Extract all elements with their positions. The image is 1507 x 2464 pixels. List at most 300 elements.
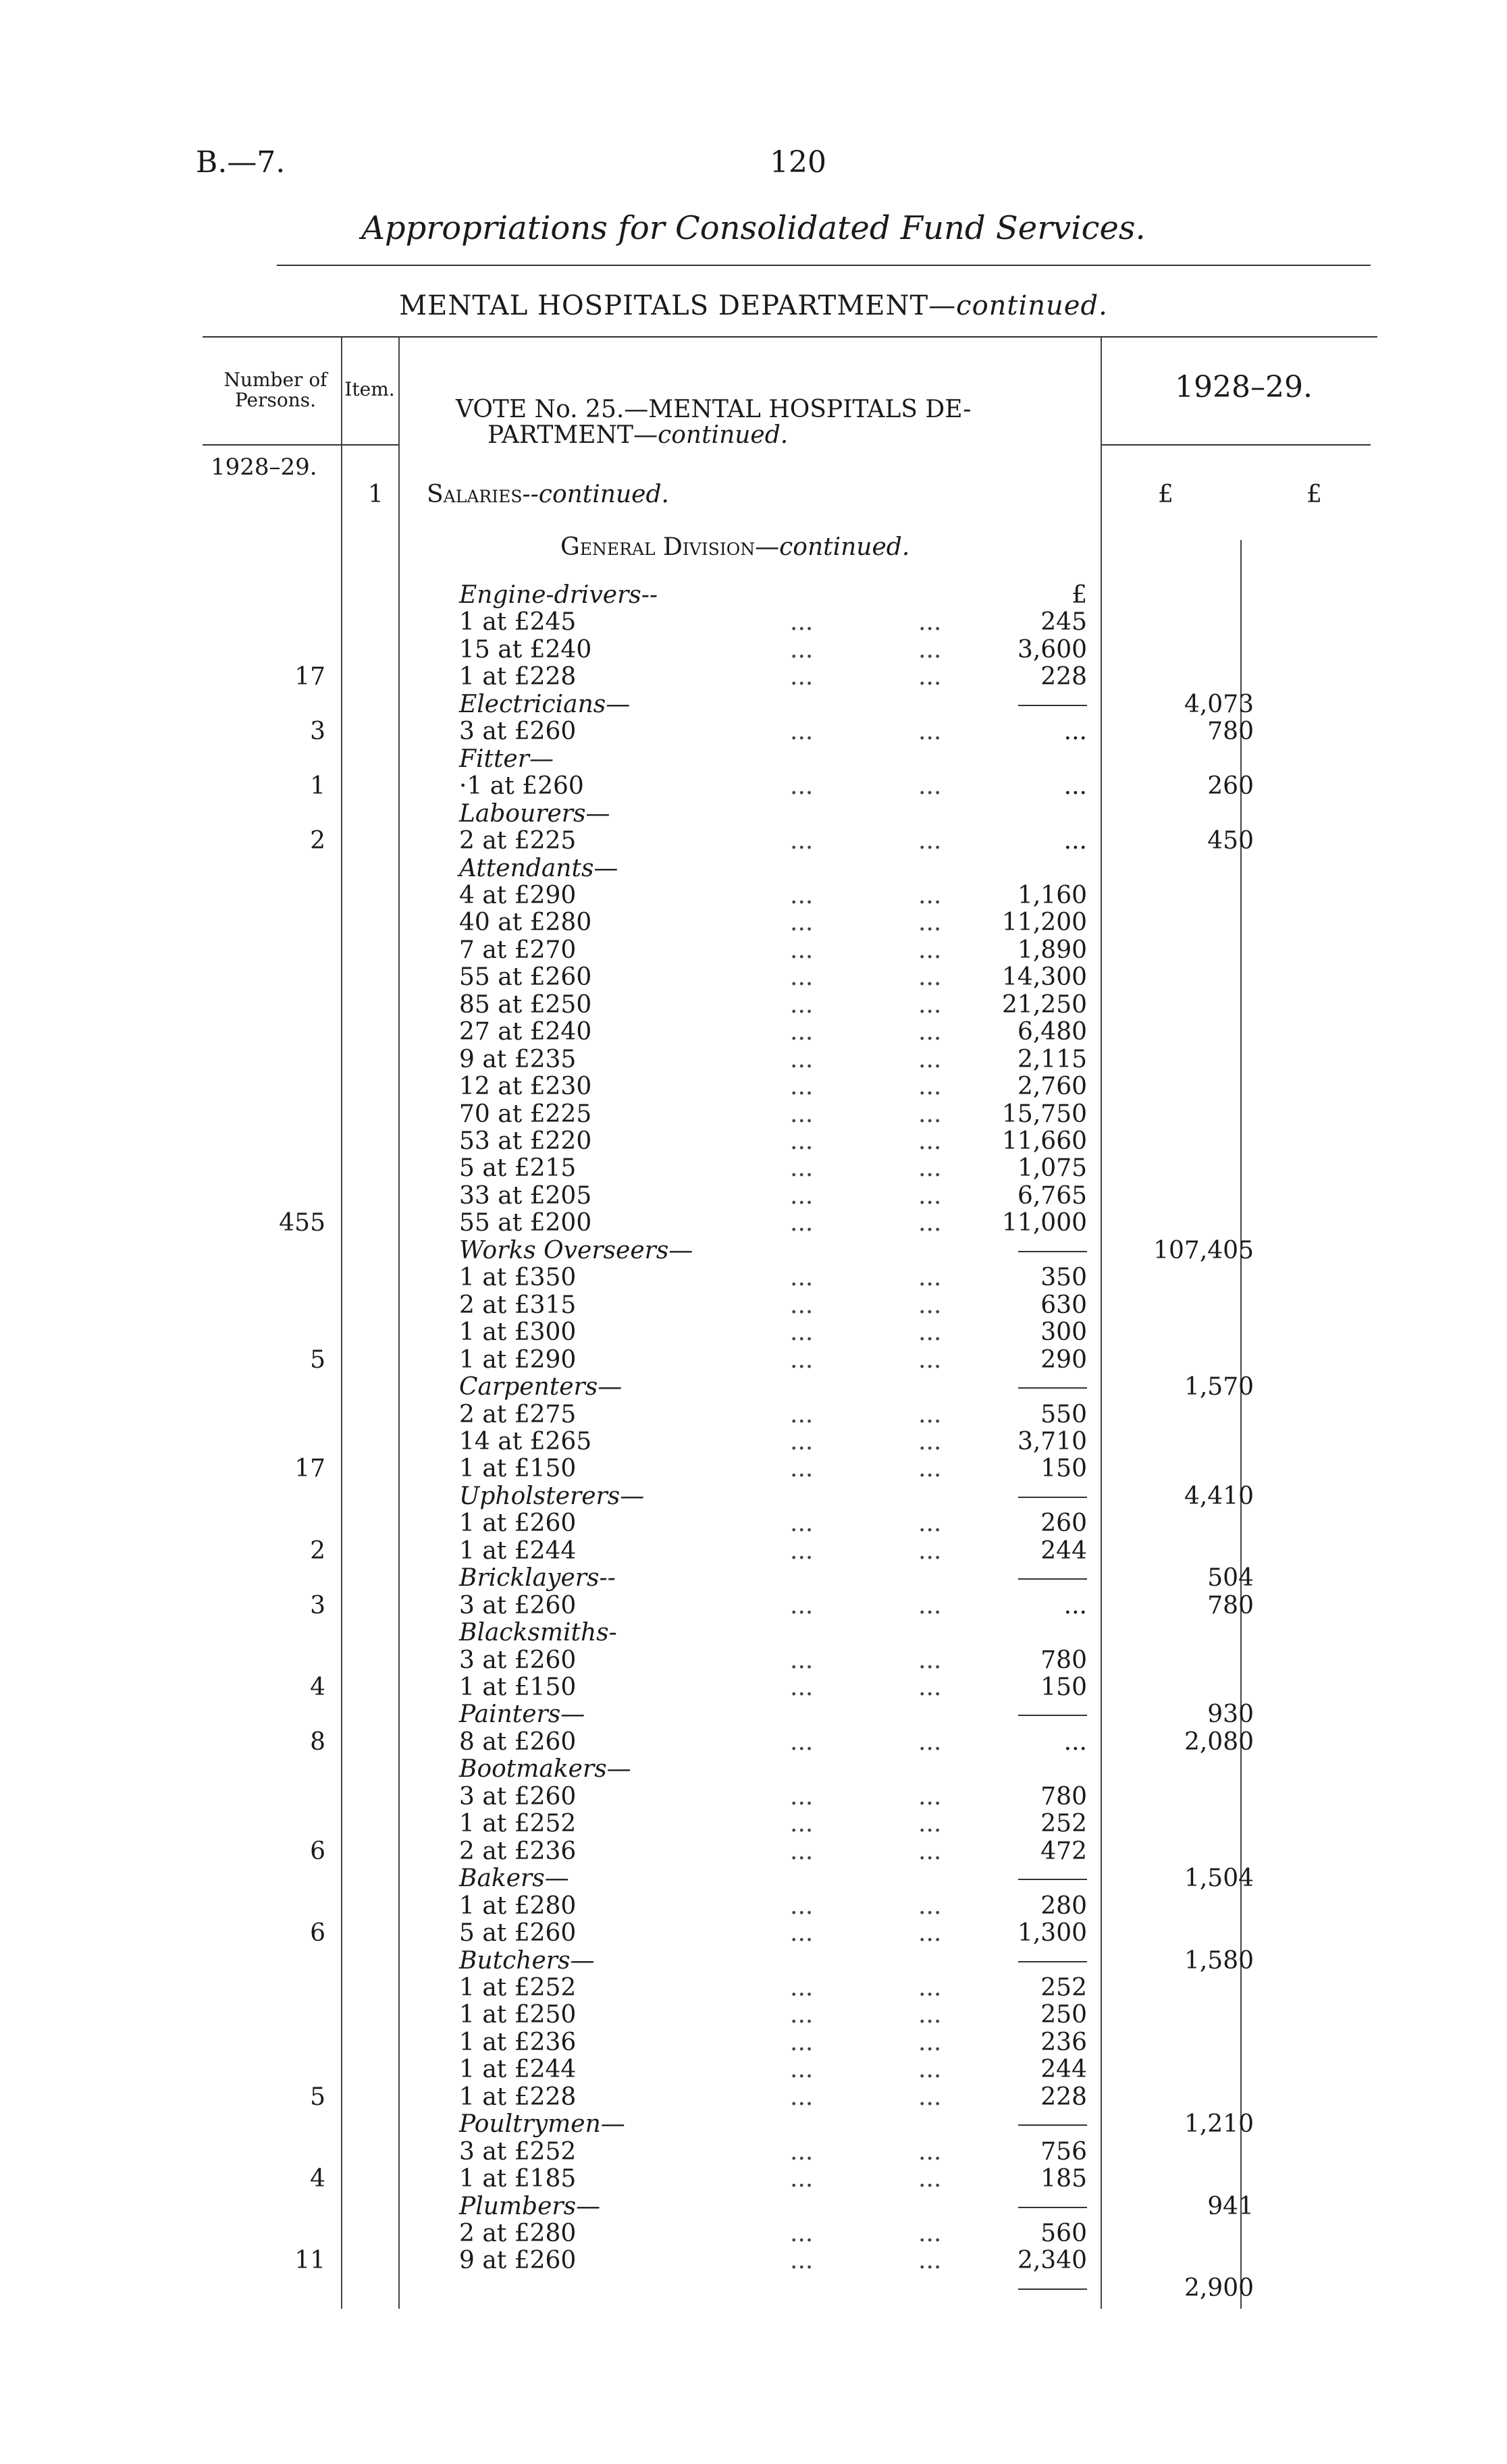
leader-dots: ... <box>918 1400 942 1428</box>
row-label: 3 at £260 <box>459 1646 577 1674</box>
row-amount: 21,250 <box>1002 990 1087 1019</box>
leader-dots: ... <box>918 1837 942 1865</box>
leader-dots: ... <box>918 1782 942 1811</box>
leader-dots: ... <box>918 1536 942 1565</box>
leader-dots: ... <box>790 1291 814 1319</box>
row-total: 780 <box>1207 1591 1254 1619</box>
row-label: 1 at £228 <box>459 663 577 691</box>
salary-row <box>0 882 1507 909</box>
row-label: 5 at £260 <box>459 1919 577 1948</box>
salary-row <box>0 1784 1507 1811</box>
number-of-persons: 17 <box>294 663 325 691</box>
number-of-persons: 1 <box>310 772 325 801</box>
leader-dots: ... <box>918 1646 942 1674</box>
number-of-persons: 17 <box>294 1455 325 1483</box>
leader-dots: ... <box>918 2028 942 2056</box>
row-label: 2 at £315 <box>459 1291 577 1319</box>
subtotal-rule <box>1018 2288 1087 2290</box>
salary-row <box>0 1046 1507 1073</box>
row-label: 1 at £290 <box>459 1345 577 1374</box>
subtotal-rule <box>1018 1715 1087 1716</box>
row-amount: 472 <box>1040 1837 1087 1865</box>
leader-dots: ... <box>790 909 814 937</box>
number-of-persons: 3 <box>310 718 325 746</box>
leader-dots: ... <box>790 1045 814 1073</box>
category-heading-row <box>0 1701 1507 1728</box>
leader-dots: ... <box>918 1973 942 2002</box>
leader-dots: ... <box>790 1673 814 1701</box>
category-heading-row <box>0 1483 1507 1510</box>
category-heading-row <box>0 1619 1507 1646</box>
row-amount: 3,710 <box>1017 1427 1087 1455</box>
header-rule-right <box>1101 444 1371 446</box>
row-label: 1 at £244 <box>459 2056 577 2084</box>
category-heading-row <box>0 1237 1507 1264</box>
row-amount: 280 <box>1040 1892 1087 1920</box>
row-label: Plumbers— <box>459 2192 601 2220</box>
leader-dots: ... <box>918 1673 942 1701</box>
leader-dots: ... <box>918 1100 942 1128</box>
number-of-persons: 8 <box>310 1728 325 1756</box>
vote-title-suffix: —continued. <box>633 421 789 449</box>
row-amount: 1,890 <box>1017 936 1087 964</box>
header-rule-left <box>203 444 398 446</box>
salary-row <box>0 828 1507 855</box>
row-amount: ... <box>1063 1591 1087 1619</box>
leader-dots: ... <box>790 635 814 664</box>
leader-dots: ... <box>918 608 942 637</box>
leader-dots: ... <box>790 2028 814 2056</box>
category-heading-row <box>0 801 1507 828</box>
salary-row <box>0 2275 1507 2302</box>
row-label: 1 at £252 <box>459 1810 577 1838</box>
salary-row <box>0 1019 1507 1046</box>
row-total: 941 <box>1207 2192 1254 2220</box>
leader-dots: ... <box>790 663 814 691</box>
leader-dots: ... <box>918 635 942 664</box>
leader-dots: ... <box>790 1919 814 1948</box>
row-amount: 228 <box>1040 663 1087 691</box>
salary-row <box>0 2139 1507 2166</box>
row-label: 14 at £265 <box>459 1427 592 1455</box>
leader-dots: ... <box>790 1100 814 1128</box>
row-total: 2,900 <box>1184 2274 1254 2302</box>
leader-dots: ... <box>790 1892 814 1920</box>
row-label: Carpenters— <box>459 1373 623 1401</box>
row-label: Painters— <box>459 1700 585 1729</box>
leader-dots: ... <box>918 718 942 746</box>
row-label: 27 at £240 <box>459 1018 592 1046</box>
leader-dots: ... <box>790 1127 814 1155</box>
category-heading-row <box>0 1756 1507 1783</box>
leader-dots: ... <box>918 1291 942 1319</box>
title-rule <box>277 265 1371 266</box>
row-label: ·1 at £260 <box>459 772 584 801</box>
vote-title-department: PARTMENT <box>487 421 634 449</box>
row-label: 53 at £220 <box>459 1127 592 1155</box>
row-total: 1,210 <box>1184 2110 1254 2139</box>
row-label: 33 at £205 <box>459 1181 592 1210</box>
row-amount: 6,480 <box>1017 1018 1087 1046</box>
row-amount: 150 <box>1040 1673 1087 1701</box>
leader-dots: ... <box>790 2056 814 2084</box>
row-amount: 14,300 <box>1002 963 1087 992</box>
leader-dots: ... <box>790 2137 814 2166</box>
row-label: 1 at £280 <box>459 1892 577 1920</box>
salary-row <box>0 1538 1507 1565</box>
leader-dots: ... <box>790 963 814 992</box>
row-amount: 630 <box>1040 1291 1087 1319</box>
row-label: 40 at £280 <box>459 909 592 937</box>
leader-dots: ... <box>790 1318 814 1347</box>
leader-dots: ... <box>918 2165 942 2193</box>
row-label: Poultrymen— <box>459 2110 625 2139</box>
row-amount: ... <box>1063 772 1087 801</box>
leader-dots: ... <box>790 2220 814 2247</box>
category-heading-row <box>0 855 1507 882</box>
leader-dots: ... <box>790 1837 814 1865</box>
leader-dots: ... <box>918 1045 942 1073</box>
leader-dots: ... <box>790 881 814 909</box>
number-of-persons: 4 <box>310 1673 325 1701</box>
leader-dots: ... <box>918 1181 942 1210</box>
pound-sign-amount-column: £ <box>1158 481 1173 508</box>
leader-dots: ... <box>790 1509 814 1538</box>
row-label: 9 at £260 <box>459 2247 577 2275</box>
row-amount: 260 <box>1040 1509 1087 1538</box>
leader-dots: ... <box>790 1782 814 1811</box>
leader-dots: ... <box>790 1455 814 1483</box>
leader-dots: ... <box>790 1728 814 1756</box>
department-suffix: —continued. <box>928 290 1108 321</box>
leader-dots: ... <box>918 1318 942 1347</box>
row-label: 4 at £290 <box>459 881 577 909</box>
row-amount: 15,750 <box>1002 1100 1087 1128</box>
salary-row <box>0 637 1507 664</box>
row-total: 504 <box>1207 1564 1254 1592</box>
row-label: 55 at £200 <box>459 1209 592 1237</box>
number-of-persons: 6 <box>310 1837 325 1865</box>
salary-row <box>0 664 1507 691</box>
salary-row <box>0 1510 1507 1537</box>
row-label: 1 at £150 <box>459 1455 577 1483</box>
salary-row <box>0 1428 1507 1455</box>
leader-dots: ... <box>918 936 942 964</box>
salary-row <box>0 964 1507 991</box>
row-label: 85 at £250 <box>459 990 592 1019</box>
leader-dots: ... <box>918 1154 942 1183</box>
leader-dots: ... <box>790 1018 814 1046</box>
leader-dots: ... <box>790 2165 814 2193</box>
leader-dots: ... <box>918 1919 942 1948</box>
row-amount: 11,660 <box>1002 1127 1087 1155</box>
subtotal-rule <box>1018 1497 1087 1498</box>
table-top-rule <box>203 336 1377 338</box>
salary-row <box>0 1155 1507 1182</box>
leader-dots: ... <box>918 881 942 909</box>
salary-row <box>0 718 1507 745</box>
row-label: 7 at £270 <box>459 936 577 964</box>
row-amount: 6,765 <box>1017 1181 1087 1210</box>
row-amount: 550 <box>1040 1400 1087 1428</box>
row-amount: 780 <box>1040 1646 1087 1674</box>
salary-row <box>0 609 1507 636</box>
leader-dots: ... <box>790 1427 814 1455</box>
leader-dots: ... <box>790 2083 814 2111</box>
row-label: 3 at £260 <box>459 1591 577 1619</box>
row-amount: 1,075 <box>1017 1154 1087 1183</box>
row-label: 1 at £260 <box>459 1509 577 1538</box>
leader-dots: ... <box>790 1209 814 1237</box>
row-total: 4,410 <box>1184 1482 1254 1510</box>
row-amount: 11,000 <box>1002 1209 1087 1237</box>
leader-dots: ... <box>790 1810 814 1838</box>
item-number: 1 <box>368 481 384 508</box>
row-label: 1 at £252 <box>459 1973 577 2002</box>
leader-dots: ... <box>918 1127 942 1155</box>
salary-row <box>0 2247 1507 2274</box>
department-heading <box>0 290 1507 321</box>
row-label: 1 at £250 <box>459 2001 577 2029</box>
salary-row <box>0 1128 1507 1155</box>
salaries-suffix: --continued. <box>522 481 669 508</box>
year-header-right: 1928–29. <box>1175 370 1313 404</box>
salary-row <box>0 1592 1507 1619</box>
number-of-persons: 11 <box>294 2247 325 2275</box>
category-heading-row <box>0 1565 1507 1592</box>
salary-row <box>0 1838 1507 1865</box>
number-of-persons: 5 <box>310 1345 325 1374</box>
leader-dots: ... <box>918 1018 942 1046</box>
category-heading-row <box>0 691 1507 718</box>
vote-title-line1: VOTE No. 25.—MENTAL HOSPITALS DE- <box>456 396 972 423</box>
document-reference: B.—7. <box>196 145 286 180</box>
leader-dots: ... <box>790 1073 814 1101</box>
salary-row <box>0 1401 1507 1428</box>
row-amount: £ <box>1072 581 1087 609</box>
row-label: Upholsterers— <box>459 1482 645 1510</box>
row-total: 2,080 <box>1184 1728 1254 1756</box>
leader-dots: ... <box>790 990 814 1019</box>
leader-dots: ... <box>790 936 814 964</box>
row-amount: 3,600 <box>1017 635 1087 664</box>
salary-row <box>0 1264 1507 1291</box>
row-label: 1 at £350 <box>459 1264 577 1292</box>
row-amount: 350 <box>1040 1264 1087 1292</box>
row-total: 1,580 <box>1184 1946 1254 1975</box>
salary-row <box>0 773 1507 800</box>
row-label: 2 at £280 <box>459 2220 577 2247</box>
row-label: 1 at £228 <box>459 2083 577 2111</box>
subtotal-rule <box>1018 705 1087 706</box>
row-label: Attendants— <box>459 854 618 882</box>
row-label: Butchers— <box>459 1946 595 1975</box>
row-amount: ... <box>1063 827 1087 855</box>
row-label: Works Overseers— <box>459 1236 693 1264</box>
category-heading-row <box>0 2111 1507 2138</box>
row-label: 9 at £235 <box>459 1045 577 1073</box>
row-label: Fitter— <box>459 745 554 773</box>
leader-dots: ... <box>918 663 942 691</box>
salaries-label: Salaries <box>427 481 523 508</box>
salary-row <box>0 1893 1507 1920</box>
leader-dots: ... <box>918 990 942 1019</box>
salary-row <box>0 2166 1507 2193</box>
row-amount: 560 <box>1040 2220 1087 2247</box>
row-total: 1,504 <box>1184 1865 1254 1893</box>
leader-dots: ... <box>790 1264 814 1292</box>
row-label: 15 at £240 <box>459 635 592 664</box>
subtotal-rule <box>1018 1251 1087 1252</box>
leader-dots: ... <box>918 1345 942 1374</box>
row-total: 1,570 <box>1184 1373 1254 1401</box>
salary-row <box>0 2029 1507 2056</box>
salary-row <box>0 909 1507 936</box>
leader-dots: ... <box>790 1536 814 1565</box>
row-label: Electricians— <box>459 690 631 718</box>
salary-row <box>0 1319 1507 1346</box>
row-amount: ... <box>1063 1728 1087 1756</box>
row-amount: 185 <box>1040 2165 1087 2193</box>
page-title: Appropriations for Consolidated Fund Services. <box>361 209 1146 247</box>
salary-row <box>0 1811 1507 1838</box>
row-label: 1 at £185 <box>459 2165 577 2193</box>
salary-row <box>0 1729 1507 1756</box>
row-label: 3 at £260 <box>459 718 577 746</box>
division-suffix: —continued. <box>755 533 910 561</box>
row-total: 450 <box>1207 827 1254 855</box>
salary-row <box>0 1920 1507 1947</box>
row-label: 1 at £150 <box>459 1673 577 1701</box>
subtotal-rule <box>1018 1387 1087 1389</box>
salary-row <box>0 1073 1507 1100</box>
leader-dots: ... <box>918 1728 942 1756</box>
row-label: 3 at £260 <box>459 1782 577 1811</box>
salary-row <box>0 992 1507 1019</box>
row-label: 1 at £300 <box>459 1318 577 1347</box>
leader-dots: ... <box>790 772 814 801</box>
salary-row <box>0 1347 1507 1374</box>
salaries-heading <box>427 481 669 508</box>
row-amount: 290 <box>1040 1345 1087 1374</box>
subtotal-rule <box>1018 1578 1087 1580</box>
row-label: Bakers— <box>459 1865 569 1893</box>
leader-dots: ... <box>918 1264 942 1292</box>
category-heading-row <box>0 1374 1507 1401</box>
row-amount: 245 <box>1040 608 1087 637</box>
salary-row <box>0 937 1507 964</box>
row-amount: 228 <box>1040 2083 1087 2111</box>
leader-dots: ... <box>790 1646 814 1674</box>
vote-title-line2 <box>487 423 788 448</box>
row-label: 2 at £236 <box>459 1837 577 1865</box>
number-of-persons: 6 <box>310 1919 325 1948</box>
salary-row <box>0 2084 1507 2111</box>
leader-dots: ... <box>918 2137 942 2166</box>
leader-dots: ... <box>918 1892 942 1920</box>
row-amount: 11,200 <box>1002 909 1087 937</box>
leader-dots: ... <box>918 1591 942 1619</box>
row-label: 2 at £225 <box>459 827 577 855</box>
row-label: 5 at £215 <box>459 1154 577 1183</box>
row-amount: 2,115 <box>1017 1045 1087 1073</box>
pound-sign-total-column: £ <box>1306 481 1322 508</box>
leader-dots: ... <box>918 1209 942 1237</box>
salary-row <box>0 1455 1507 1482</box>
row-amount: 780 <box>1040 1782 1087 1811</box>
number-of-persons: 2 <box>310 827 325 855</box>
row-label: 1 at £245 <box>459 608 577 637</box>
leader-dots: ... <box>790 1973 814 2002</box>
row-label: 3 at £252 <box>459 2137 577 2166</box>
leader-dots: ... <box>918 1455 942 1483</box>
row-amount: 1,160 <box>1017 881 1087 909</box>
row-amount: 150 <box>1040 1455 1087 1483</box>
category-heading-row <box>0 582 1507 609</box>
row-label: 12 at £230 <box>459 1073 592 1101</box>
salary-row <box>0 1210 1507 1237</box>
row-amount: 2,340 <box>1017 2247 1087 2275</box>
salary-row <box>0 2002 1507 2029</box>
number-of-persons-header: Number of Persons. <box>223 369 327 411</box>
department-name: MENTAL HOSPITALS DEPARTMENT <box>399 290 929 321</box>
subtotal-rule <box>1018 1879 1087 1880</box>
row-amount: 2,760 <box>1017 1073 1087 1101</box>
leader-dots: ... <box>918 2056 942 2084</box>
number-of-persons: 4 <box>310 2165 325 2193</box>
row-total: 107,405 <box>1153 1236 1254 1264</box>
row-amount: 252 <box>1040 1810 1087 1838</box>
row-label: Bricklayers-- <box>459 1564 616 1592</box>
leader-dots: ... <box>918 909 942 937</box>
leader-dots: ... <box>790 1591 814 1619</box>
leader-dots: ... <box>790 2247 814 2275</box>
salary-row <box>0 2056 1507 2083</box>
row-amount: 300 <box>1040 1318 1087 1347</box>
leader-dots: ... <box>918 2247 942 2275</box>
subtotal-rule <box>1018 2124 1087 2126</box>
row-label: 55 at £260 <box>459 963 592 992</box>
leader-dots: ... <box>918 2083 942 2111</box>
leader-dots: ... <box>790 1400 814 1428</box>
row-amount: 252 <box>1040 1973 1087 2002</box>
leader-dots: ... <box>790 1181 814 1210</box>
leader-dots: ... <box>790 608 814 637</box>
leader-dots: ... <box>790 2001 814 2029</box>
row-label: Engine-drivers-- <box>459 581 658 609</box>
leader-dots: ... <box>790 827 814 855</box>
number-of-persons: 2 <box>310 1536 325 1565</box>
subtotal-rule <box>1018 1961 1087 1962</box>
category-heading-row <box>0 1948 1507 1975</box>
row-amount: 236 <box>1040 2028 1087 2056</box>
row-label: 2 at £275 <box>459 1400 577 1428</box>
leader-dots: ... <box>918 1509 942 1538</box>
row-label: 1 at £244 <box>459 1536 577 1565</box>
leader-dots: ... <box>918 827 942 855</box>
row-label: 1 at £236 <box>459 2028 577 2056</box>
leader-dots: ... <box>918 963 942 992</box>
leader-dots: ... <box>918 1427 942 1455</box>
row-total: 4,073 <box>1184 690 1254 718</box>
row-total: 260 <box>1207 772 1254 801</box>
category-heading-row <box>0 2193 1507 2220</box>
leader-dots: ... <box>790 1154 814 1183</box>
row-label: 70 at £225 <box>459 1100 592 1128</box>
salary-row <box>0 1674 1507 1701</box>
page-number: 120 <box>770 145 826 180</box>
salary-row <box>0 1101 1507 1128</box>
